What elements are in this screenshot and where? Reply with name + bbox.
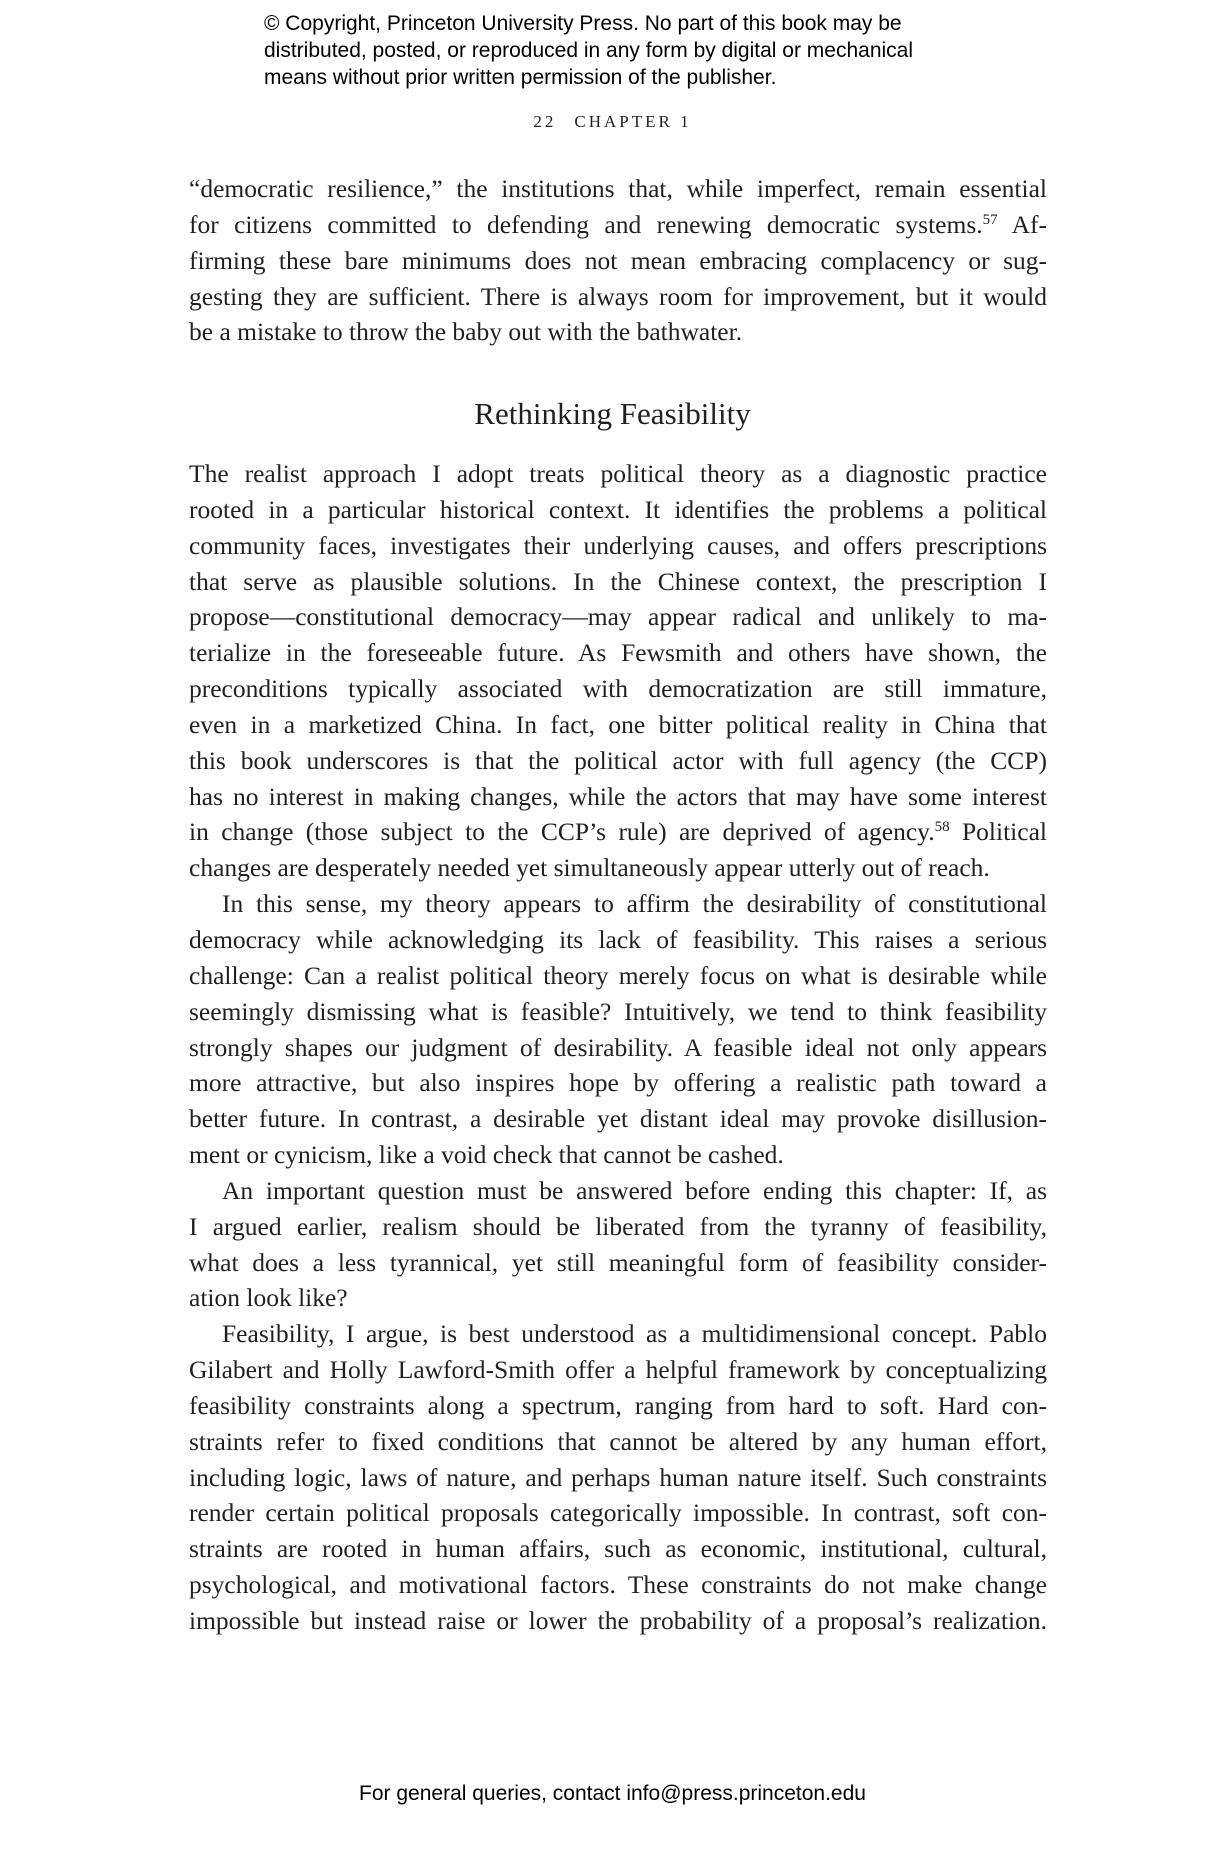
text-line [189,1173,1047,1209]
line-text: feasibility constraints along a spectrum, ranging from hard to soft. Hard con- [189,1390,1047,1420]
text-line [189,850,1047,886]
opening-paragraph [189,171,1047,350]
line-text: straints refer to fixed conditions that cannot be altered by any human effort, [189,1426,1047,1456]
footer-contact: For general queries, contact info@press.princeton.edu [359,1782,866,1805]
line-text: this book underscores is that the political actor with full agency (the CCP) [189,745,1047,775]
text-line [189,1352,1047,1388]
line-text: democracy while acknowledging its lack of feasibility. This raises a serious [189,924,1047,954]
text-line [189,1101,1047,1137]
text-line [189,1388,1047,1424]
line-text: ment or cynicism, like a void check that cannot be cashed. [189,1140,784,1170]
text-line [189,779,1047,815]
text-line [189,1567,1047,1603]
text-line [189,994,1047,1030]
text-line [189,1424,1047,1460]
chapter-label: CHAPTER 1 [574,112,692,131]
text-line [189,1316,1047,1352]
text-line [189,1245,1047,1281]
text-line [189,707,1047,743]
text-line [189,1280,1047,1316]
line-text: seemingly dismissing what is feasible? Intuitively, we tend to think feasibility [189,996,1047,1026]
text-line [189,1460,1047,1496]
text-line [189,743,1047,779]
paragraph [189,886,1047,1173]
paragraph [189,456,1047,886]
line-text: challenge: Can a realist political theory merely focus on what is desirable while [189,960,1047,990]
line-text: Af- [997,209,1047,239]
line-text: render certain political proposals categorically impossible. In contrast, soft con- [189,1498,1047,1528]
text-line [189,243,1047,279]
line-text: gesting they are sufficient. There is always room for improvement, but it would [189,281,1047,311]
line-text: including logic, laws of nature, and perhaps human nature itself. Such constraints [189,1462,1047,1492]
text-line [189,1603,1047,1639]
line-text: better future. In contrast, a desirable yet distant ideal may provoke disillusion- [189,1104,1047,1134]
line-text: for citizens committed to defending and renewing democratic systems. [189,209,983,239]
text-line [189,922,1047,958]
line-text: psychological, and motivational factors. These constraints do not make change [189,1570,1047,1600]
text-line [189,599,1047,635]
running-head [0,112,1225,132]
text-line [189,528,1047,564]
text-line [189,958,1047,994]
line-text: Gilabert and Holly Lawford-Smith offer a helpful framework by conceptualizing [189,1355,1047,1385]
line-text: that serve as plausible solutions. In the Chinese context, the prescription I [189,566,1047,596]
text-line [189,635,1047,671]
line-text: has no interest in making changes, while the actors that may have some interest [189,781,1047,811]
text-line [189,1531,1047,1567]
text-line [189,314,1047,350]
footnote-reference[interactable]: 58 [934,819,950,836]
line-text: more attractive, but also inspires hope by offering a realistic path toward a [189,1068,1047,1098]
text-line [189,1065,1047,1101]
line-text: even in a marketized China. In fact, one bitter political reality in China that [189,709,1047,739]
text-line [189,1030,1047,1066]
footnote-reference[interactable]: 57 [982,211,998,228]
line-text: impossible but instead raise or lower the probability of a proposal’s realization. [189,1606,1047,1635]
text-line [189,492,1047,528]
line-text: straints are rooted in human affairs, such as economic, institutional, cultural, [189,1534,1047,1564]
line-text: Feasibility, I argue, is best understood as a multidimensional concept. Pablo [222,1319,1047,1349]
text-line [189,886,1047,922]
paragraph [189,1316,1047,1639]
line-text: The realist approach I adopt treats political theory as a diagnostic practice [189,459,1047,488]
text-line [189,456,1047,492]
section-heading: Rethinking Feasibility [474,396,751,431]
text-line [189,1137,1047,1173]
line-text: strongly shapes our judgment of desirability. A feasible ideal not only appears [189,1032,1047,1062]
line-text: what does a less tyrannical, yet still meaningful form of feasibility consider- [189,1247,1047,1277]
section-body [189,456,1047,1639]
line-text: preconditions typically associated with democratization are still immature, [189,674,1047,704]
copyright-line: © Copyright, Princeton University Press. No part of this book may be [264,12,902,35]
page-number: 22 [533,112,557,131]
line-text: firming these bare minimums does not mean embracing complacency or sug- [189,245,1047,275]
text-line [189,279,1047,315]
text-line [189,814,1047,850]
line-text: In this sense, my theory appears to affirm the desirability of constitutional [222,889,1047,919]
text-line [189,171,1047,207]
line-text: be a mistake to throw the baby out with the bathwater. [189,317,743,347]
paragraph [189,1173,1047,1316]
text-line [189,1209,1047,1245]
line-text: “democratic resilience,” the institutions that, while imperfect, remain essential [189,174,1047,203]
copyright-line: means without prior written permission of the publisher. [264,66,777,89]
line-text: Political [949,817,1047,847]
text-line [189,207,1047,243]
copyright-notice [264,10,913,91]
line-text: ation look like? [189,1283,348,1313]
line-text: terialize in the foreseeable future. As Fewsmith and others have shown, the [189,638,1047,668]
text-line [189,671,1047,707]
line-text: in change (those subject to the CCP’s rule) are deprived of agency. [189,817,935,847]
line-text: I argued earlier, realism should be liberated from the tyranny of feasibility, [189,1211,1047,1241]
line-text: changes are desperately needed yet simultaneously appear utterly out of reach. [189,853,990,883]
copyright-line: distributed, posted, or reproduced in any form by digital or mechanical [264,39,914,62]
text-line [189,564,1047,600]
line-text: propose—constitutional democracy—may appear radical and unlikely to ma- [189,602,1047,632]
paragraph [189,171,1047,350]
line-text: community faces, investigates their underlying causes, and offers prescriptions [189,530,1047,560]
text-line [189,1495,1047,1531]
line-text: rooted in a particular historical context. It identifies the problems a political [189,494,1047,524]
line-text: An important question must be answered before ending this chapter: If, as [222,1175,1047,1205]
